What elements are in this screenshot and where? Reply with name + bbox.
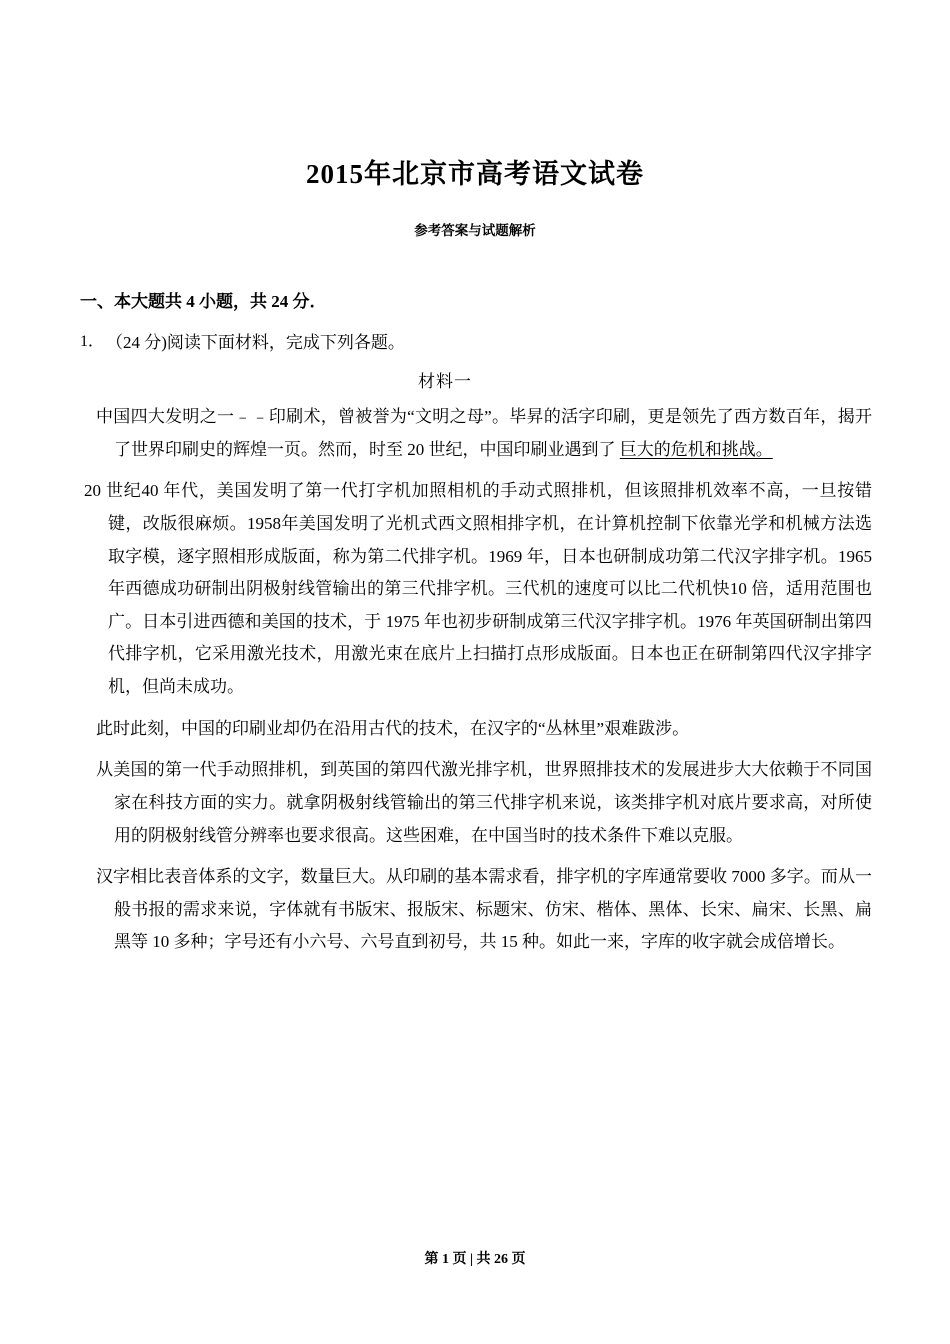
page-footer: 第 1 页 | 共 26 页 [424,1252,526,1267]
question-item [78,328,872,353]
paragraph-1 [78,401,872,466]
paragraph-4: 从美国的第一代手动照排机，到英国的第四代激光排字机，世界照排技术的发展进步大大依赖于不同国家在科技方面的实力。就拿阴极射线管输出的第三代排字机来说，该类排字机对底片要求高，对所使用的阴极射线管分辨率也要求很高。这些困难，在中国当时的技术条件下难以克服。 [96,760,872,845]
material-heading: 材料一 [418,372,472,391]
question-number: 1． [80,333,105,350]
section-heading: 一、本大题共 4 小题，共 24 分． [80,292,327,311]
paragraph-5: 汉字相比表音体系的文字，数量巨大。从印刷的基本需求看，排字机的字库通常要收 7000 多字。而从一般书报的需求来说，字体就有书版宋、报版宋、标题宋、仿宋、楷体、黑体、长宋、扁宋、长黑、扁黑等 10 多种；字号还有小六号、六号直到初号，共 15 种。如此一来，字库的收字就会成倍增长。 [96,867,872,952]
paragraph-1-underlined-text: 巨大的危机和挑战。 [619,439,773,459]
question-text: （24 分)阅读下面材料，完成下列各题。 [106,333,405,352]
paragraph-2: 20 世纪40 年代，美国发明了第一代打字机加照相机的手动式照排机，但该照排机效率不高，一旦按错键，改版很麻烦。1958年美国发明了光机式西文照相排字机，在计算机控制下依靠光学和机械方法选取字模，逐字照相形成版面，称为第二代排字机。1969 年，日本也研制成功第二代汉字排字机。1965 年西德成功研制出阴极射线管输出的第三代排字机。三代机的速度可以比二代机快10 倍，适用范围也广。日本引进西德和美国的技术，于 1975 年也初步研制成第三代汉字排字机。1976 年英国研制出第四代排字机，它采用激光技术，用激光束在底片上扫描打点形成版面。日本也正在研制第四代汉字排字机，但尚未成功。 [84,481,872,696]
page-subtitle: 参考答案与试题解析 [414,223,536,238]
page-title: 2015年北京市高考语文试卷 [306,159,644,189]
paragraph-1-text: 中国四大发明之一﹣﹣印刷术，曾被誉为“文明之母”。毕昇的活字印刷，更是领先了西方数百年，揭开了世界印刷史的辉煌一页。然而，时至 20 世纪，中国印刷业遇到了 [96,407,872,459]
paragraph-3: 此时此刻，中国的印刷业却仍在沿用古代的技术，在汉字的“丛林里”艰难跋涉。 [96,718,690,738]
